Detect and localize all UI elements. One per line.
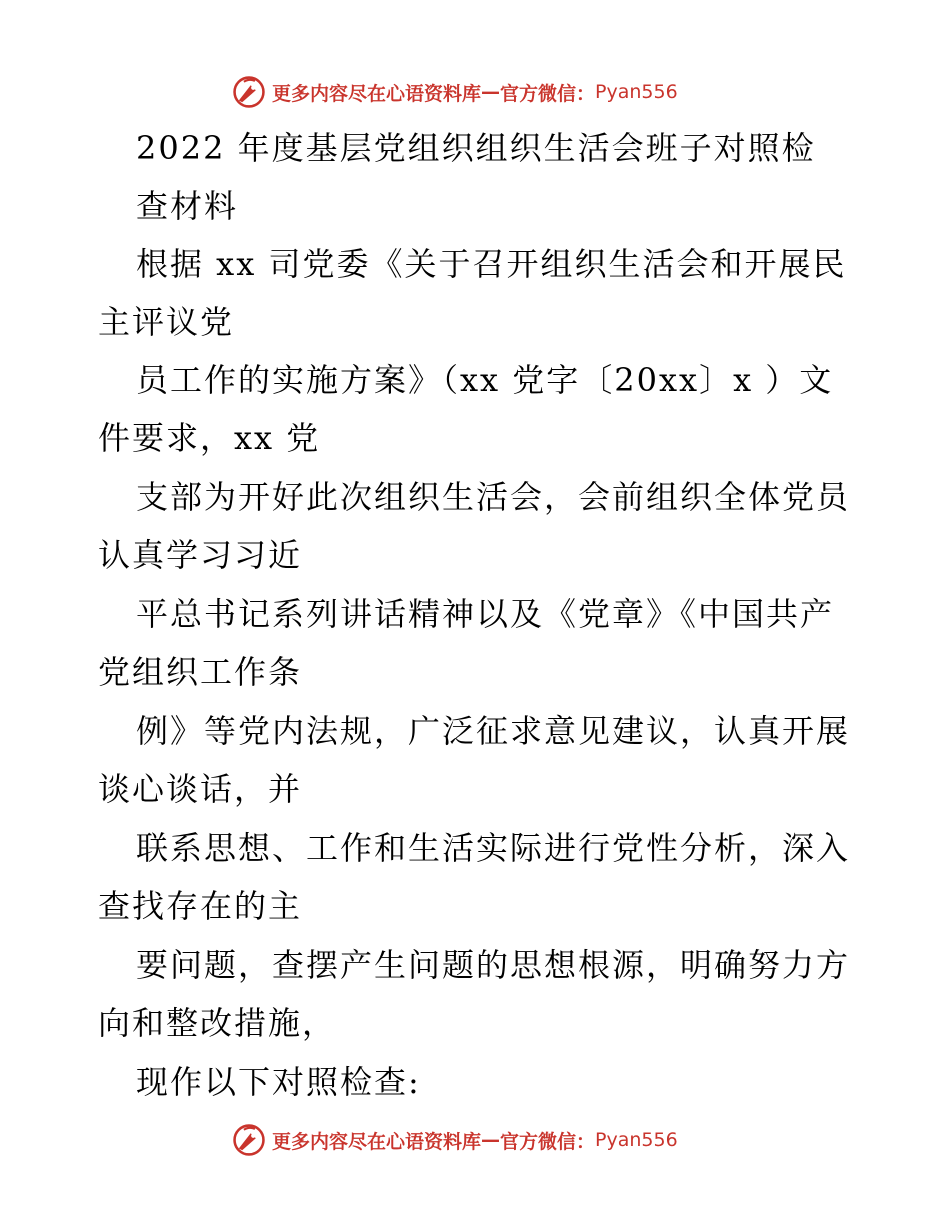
paragraph-line: 件要求，xx 党 (98, 419, 321, 457)
watermark-wechat-label: 官方微信： (500, 1130, 596, 1153)
watermark-handle: Pyan556 (595, 81, 678, 103)
paragraph-line: 根据 xx 司党委《关于召开组织生活会和开展民 (136, 245, 847, 283)
paragraph-line: 谈心谈话，并 (98, 770, 303, 808)
footer-watermark (232, 1120, 678, 1160)
paragraph-line: 联系思想、工作和生活实际进行党性分析，深入 (136, 829, 851, 867)
watermark-text: 更多内容尽在心语资料库 (272, 1130, 482, 1153)
paragraph-line: 向和整改措施， (98, 1004, 337, 1042)
paragraph-line: 认真学习习近 (98, 536, 303, 574)
paragraph-line: 现作以下对照检查: (136, 1063, 421, 1101)
watermark-dash: — (481, 1129, 501, 1151)
pen-nib-logo-icon (232, 1123, 266, 1157)
title-line-1: 2022 年度基层党组织组织生活会班子对照检 (136, 129, 816, 167)
watermark-dash: — (481, 81, 501, 103)
watermark-text: 更多内容尽在心语资料库 (272, 82, 482, 105)
paragraph-line: 要问题，查摆产生问题的思想根源，明确努力方 (136, 946, 851, 984)
title-line-2: 查材料 (136, 187, 239, 225)
paragraph-line: 例》等党内法规，广泛征求意见建议，认真开展 (136, 712, 851, 750)
paragraph-line: 查找存在的主 (98, 887, 303, 925)
paragraph-line: 平总书记系列讲话精神以及《党章》《中国共产 (136, 595, 835, 633)
paragraph-line: 员工作的实施方案》（xx 党字〔20xx〕x ）文 (136, 361, 834, 399)
paragraph-line: 主评议党 (98, 303, 235, 341)
watermark-wechat-label: 官方微信： (500, 82, 596, 105)
paragraph-line: 支部为开好此次组织生活会，会前组织全体党员 (136, 478, 851, 516)
paragraph-line: 党组织工作条 (98, 653, 303, 691)
watermark-handle: Pyan556 (595, 1129, 678, 1151)
